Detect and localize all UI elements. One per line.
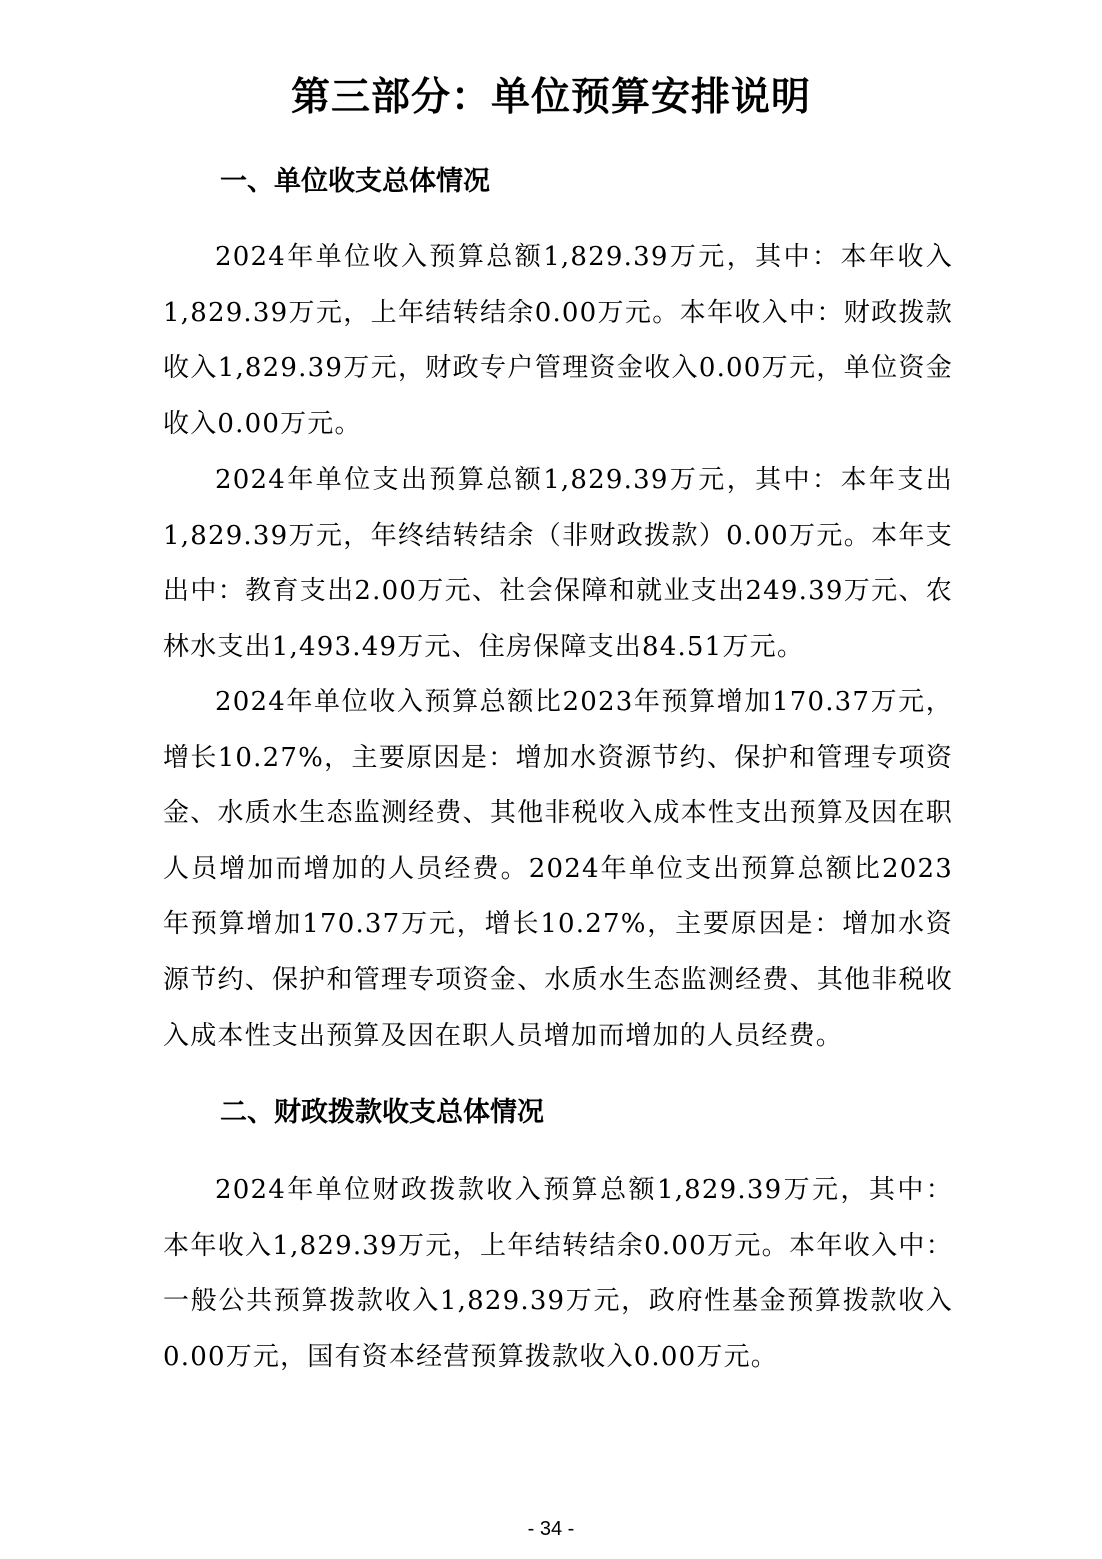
paragraph-expenditure-budget: 2024年单位支出预算总额1,829.39万元，其中：本年支出1,829.39万元，年终结转结余（非财政拨款）0.00万元。本年支出中：教育支出2.00万元、社会保障和就业支出249.39万元、农林水支出1,493.49万元、住房保障支出84.51万元。	[163, 465, 953, 662]
section-heading-fiscal-appropriation: 二、财政拨款收支总体情况	[220, 1097, 544, 1128]
page-number: - 34 -	[527, 1518, 575, 1540]
paragraph-fiscal-appropriation-income: 2024年单位财政拨款收入预算总额1,829.39万元，其中：本年收入1,829.39万元，上年结转结余0.00万元。本年收入中：一般公共预算拨款收入1,829.39万元，政府性基金预算拨款收入0.00万元，国有资本经营预算拨款收入0.00万元。	[163, 1175, 953, 1372]
page-title: 第三部分：单位预算安排说明	[290, 75, 811, 120]
paragraph-income-budget: 2024年单位收入预算总额1,829.39万元，其中：本年收入1,829.39万元，上年结转结余0.00万元。本年收入中：财政拨款收入1,829.39万元，财政专户管理资金收入0.00万元，单位资金收入0.00万元。	[163, 242, 953, 439]
paragraph-budget-comparison: 2024年单位收入预算总额比2023年预算增加170.37万元，增长10.27%，主要原因是：增加水资源节约、保护和管理专项资金、水质水生态监测经费、其他非税收入成本性支出预算及因在职人员增加而增加的人员经费。2024年单位支出预算总额比2023年预算增加170.37万元，增长10.27%，主要原因是：增加水资源节约、保护和管理专项资金、水质水生态监测经费、其他非税收入成本性支出预算及因在职人员增加而增加的人员经费。	[163, 687, 953, 1051]
section-heading-income-expenditure: 一、单位收支总体情况	[220, 166, 490, 197]
